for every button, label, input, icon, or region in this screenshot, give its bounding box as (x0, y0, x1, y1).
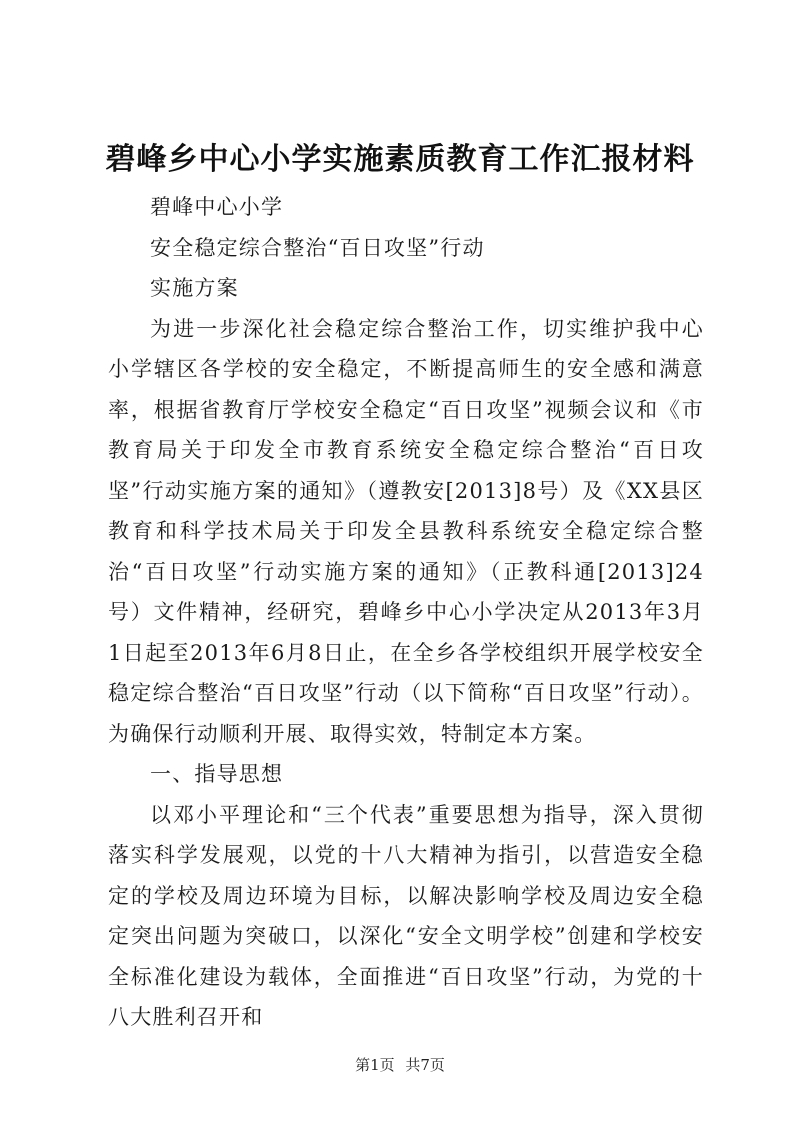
page-total: 共7页 (405, 1056, 445, 1074)
document-body (108, 187, 704, 1038)
campaign-title-line: 安全稳定综合整治“百日攻坚”行动 (150, 235, 485, 260)
document-title: 碧峰乡中心小学实施素质教育工作汇报材料 (105, 142, 695, 177)
section-heading-guiding-ideology: 一、指导思想 (150, 762, 284, 786)
guiding-ideology-paragraph: 以邓小平理论和“三个代表”重要思想为指导，深入贯彻落实科学发展观，以党的十八大精神为指引，以营造安全稳定的学校及周边环境为目标，以解决影响学校及周边安全稳定突出问题为突破口，以深化“安全文明学校”创建和学校安全标准化建设为载体，全面推进“百日攻坚”行动，为党的十八大胜利召开和 (108, 802, 704, 1029)
page-number: 第1页 (355, 1056, 395, 1074)
intro-paragraph: 为进一步深化社会稳定综合整治工作，切实维护我中心小学辖区各学校的安全稳定，不断提高师生的安全感和满意率，根据省教育厅学校安全稳定“百日攻坚”视频会议和《市教育局关于印发全市教育系统安全稳定综合整治“百日攻坚”行动实施方案的通知》（遵教安[2013]8号）及《XX县区教育和科学技术局关于印发全县教科系统安全稳定综合整治“百日攻坚”行动实施方案的通知》（正教科通[2013]24号）文件精神，经研究，碧峰乡中心小学决定从2013年3月1日起至2013年6月8日止，在全乡各学校组织开展学校安全稳定综合整治“百日攻坚”行动（以下简称“百日攻坚”行动）。为确保行动顺利开展、取得实效，特制定本方案。 (108, 316, 704, 746)
page-footer (0, 1054, 800, 1076)
plan-heading-line: 实施方案 (150, 276, 239, 300)
school-name-line: 碧峰中心小学 (150, 195, 284, 219)
